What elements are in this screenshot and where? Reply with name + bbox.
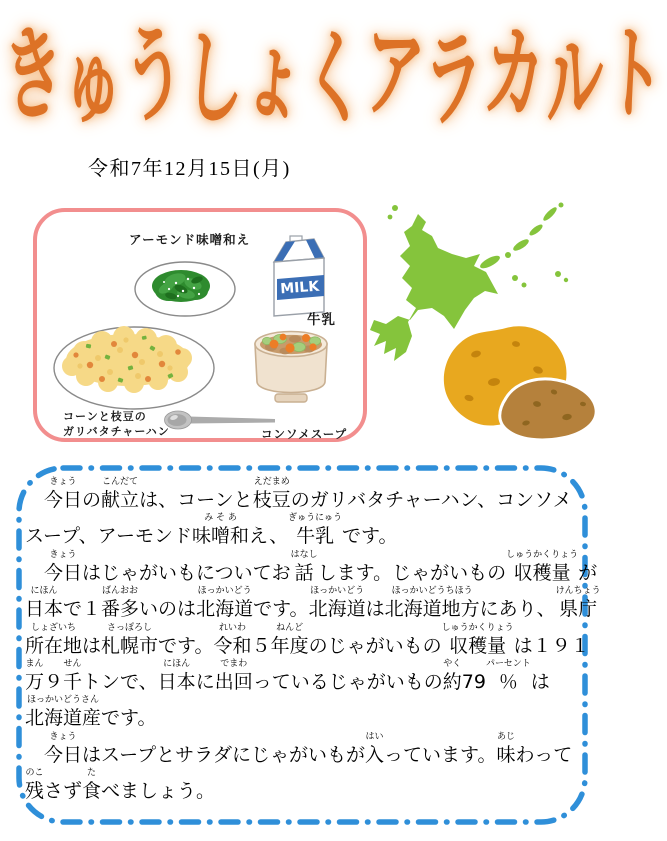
title-char: く bbox=[300, 14, 369, 147]
article-line: ほっかいどうさん 北海道産 です。 bbox=[25, 695, 157, 730]
title-char: ゅ bbox=[59, 14, 128, 147]
article-line: スープ、アーモンド み そ あ 味噌和 え、 ぎゅうにゅう 牛乳 です。 bbox=[25, 513, 398, 548]
title-char: ト bbox=[601, 10, 667, 140]
article-line: しょざいち 所在地 は さっぽろし 札幌市 です。 れいわ 令和 ５ ねんど 年度 のじゃがいもの しゅうかくりょう 収穫量 は１９１ bbox=[25, 622, 590, 657]
menu-box bbox=[33, 208, 367, 442]
potatoes-illustration bbox=[436, 318, 602, 440]
milk-label: 牛乳 bbox=[307, 312, 336, 327]
title-char: ア bbox=[360, 10, 428, 141]
title-char: ラ bbox=[421, 16, 488, 145]
milk-carton-illustration bbox=[265, 234, 333, 318]
title-char: ょ bbox=[239, 7, 310, 143]
article-line: きょう 今日 はスープとサラダにじゃがいもが はい 入 っています。 あじ 味 わって bbox=[44, 731, 573, 766]
soup-label: コンソメスープ bbox=[261, 429, 348, 441]
article-line: まん 万 ９ せん 千 トンで、 にほん 日本 に でまわ 出回 っているじゃがいもの やく 約 79 パーセント ％ は bbox=[25, 658, 550, 693]
fried-rice-illustration bbox=[50, 322, 218, 412]
fried-rice-label-line2: ガリバタチャーハン bbox=[63, 426, 170, 438]
article-line: きょう 今日 の こんだて 献立 は、コーンと えだまめ 枝豆 のガリバタチャーハン、コンソメ bbox=[44, 477, 572, 511]
title-char: し bbox=[180, 15, 248, 146]
title-char: ル bbox=[540, 14, 609, 147]
page-title bbox=[0, 7, 667, 147]
article-line: きょう 今日 はじゃがいもについてお はなし 話 します。じゃがいもの しゅうかくりょう 収穫量 が bbox=[44, 549, 598, 584]
salad-label: アーモンド味噌和え bbox=[129, 233, 251, 247]
title-char: う bbox=[119, 8, 189, 143]
article-text bbox=[25, 477, 601, 805]
soup-bowl-illustration bbox=[247, 324, 335, 406]
title-char: カ bbox=[480, 9, 549, 142]
article-line: のこ 残 さず た 食 べましょう。 bbox=[25, 768, 216, 803]
fried-rice-label-line1: コーンと枝豆の bbox=[63, 411, 147, 423]
milk-brand-text: MILK bbox=[279, 278, 320, 298]
salad-plate-illustration bbox=[131, 258, 239, 320]
title-char: き bbox=[0, 10, 68, 141]
issue-date: 令和7年12月15日(月) bbox=[88, 158, 291, 180]
article-line: にほん 日本 で１ ばんおお 番多 いのは ほっかいどう 北海道 です。 ほっかいどう 北海道 は ほっかいどうちほう 北海道地方 にあり、 けんちょう 県庁 bbox=[25, 586, 601, 621]
